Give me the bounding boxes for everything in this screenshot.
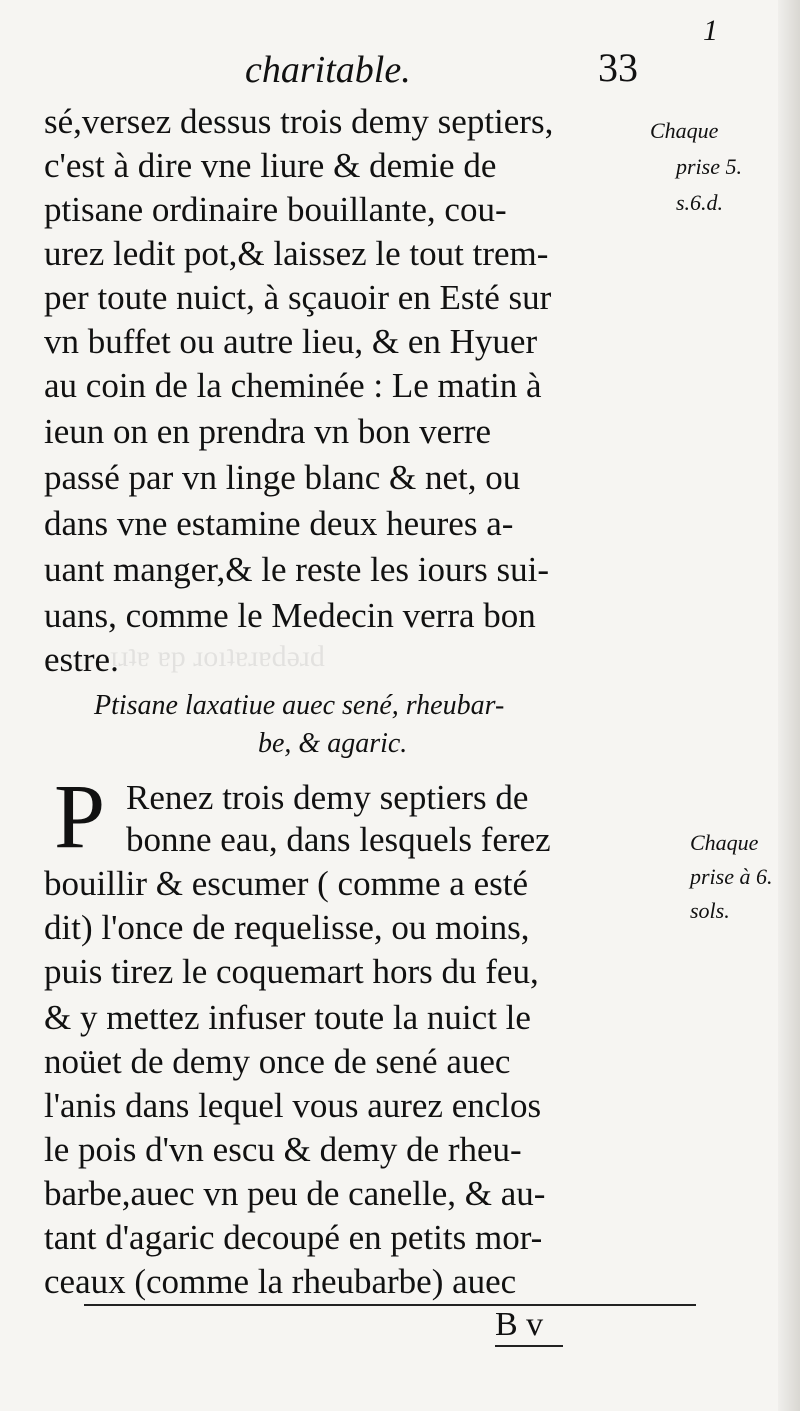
heading-line: be, & agaric. [258,728,408,759]
text-line: bonne eau, dans lesquels ferez [126,820,551,859]
signature-mark: B v [495,1306,544,1343]
heading-line: Ptisane laxatiue auec sené, rheubar- [94,690,505,721]
text-line: l'anis dans lequel vous aurez enclos [44,1086,542,1125]
text-line: sé,versez dessus trois demy septiers, [44,102,554,141]
margin-note-line: s.6.d. [676,190,724,215]
text-line: per toute nuict, à sçauoir en Esté sur [44,278,552,317]
corner-mark: 1 [703,14,718,47]
text-line: dans vne estamine deux heures a- [44,504,514,543]
margin-note-line: Chaque [690,830,759,855]
page-edge [778,0,800,1411]
drop-cap: P [54,765,106,867]
margin-note-line: sols. [690,898,730,923]
text-line: le pois d'vn escu & demy de rheu- [44,1130,522,1169]
text-line: passé par vn linge blanc & net, ou [44,458,521,497]
text-line: tant d'agaric decoupé en petits mor- [44,1218,543,1257]
text-line: uant manger,& le reste les iours sui- [44,550,549,589]
text-line: urez ledit pot,& laissez le tout trem- [44,234,549,273]
margin-note-line: prise 5. [676,154,742,179]
page-number: 33 [598,45,638,90]
text-line: ieun on en prendra vn bon verre [44,412,492,451]
bleed-through-text: ᴉɹʇɐ ɐp ɹoıʇɐɹɐdǝɹd [110,640,325,673]
signature-underline [495,1345,563,1347]
text-line: au coin de la cheminée : Le matin à [44,366,542,405]
text-line: barbe,auec vn peu de canelle, & au- [44,1174,546,1213]
text-line: ptisane ordinaire bouillante, cou- [44,190,507,229]
underline-rule [84,1304,696,1306]
text-line: ceaux (comme la rheubarbe) auec [44,1262,517,1301]
text-line: vn buffet ou autre lieu, & en Hyuer [44,322,538,361]
text-line: puis tirez le coquemart hors du feu, [44,952,539,991]
running-head: charitable. [245,49,411,91]
text-line: dit) l'once de requelisse, ou moins, [44,908,530,947]
text-line: Renez trois demy septiers de [126,778,529,817]
margin-note-line: prise à 6. [690,864,773,889]
text-line: c'est à dire vne liure & demie de [44,146,497,185]
text-line: bouillir & escumer ( comme a esté [44,864,529,903]
text-line: estre. [44,640,119,679]
margin-note-line: Chaque [650,118,719,143]
text-line: noüet de demy once de sené auec [44,1042,511,1081]
text-line: uans, comme le Medecin verra bon [44,596,536,635]
text-line: & y mettez infuser toute la nuict le [44,998,531,1037]
